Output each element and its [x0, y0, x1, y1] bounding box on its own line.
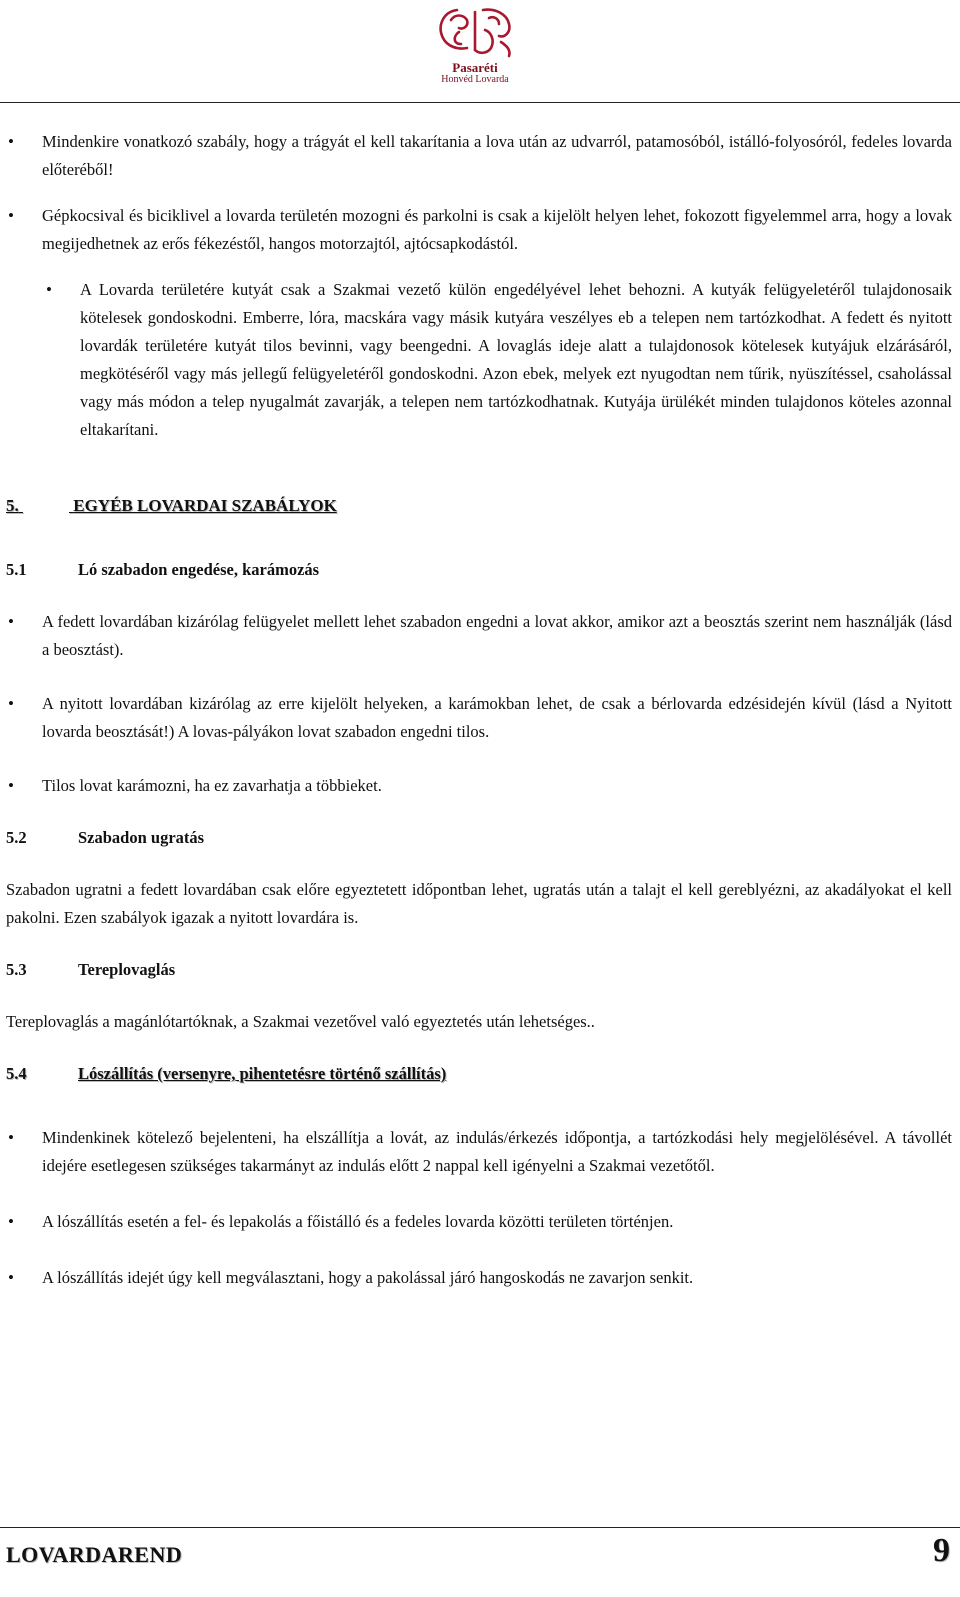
intro-bullet-list — [6, 128, 952, 258]
bullet-paddock-rule: • Tilos lovat karámozni, ha ez zavarhatja a többieket. — [6, 772, 952, 800]
section-title: Lószállítás (versenyre, pihentetésre történő szállítás) — [78, 1064, 447, 1083]
section-5-3-heading — [6, 956, 952, 984]
page-footer — [0, 1527, 960, 1569]
bullet-manure-rule: • Mindenkire vonatkozó szabály, hogy a trágyát el kell takarítania a lova után az udvarról, patamosóból, istálló-folyosóról, fedeles lovarda előteréből! — [6, 128, 952, 184]
document-body — [6, 128, 952, 1292]
section-title: Ló szabadon engedése, karámozás — [78, 560, 320, 579]
logo-subtitle: Honvéd Lovarda — [441, 74, 509, 85]
section-5-3-text: Tereplovaglás a magánlótartóknak, a Szakmai vezetővel való egyeztetés után lehetséges.. — [6, 1012, 595, 1031]
bullet-dog-rule: • A Lovarda területére kutyát csak a Szakmai vezető külön engedélyével lehet behozni. A kutyák felügyeletéről tulajdonosaik kötelesek gondoskodni. Emberre, lóra, macskára vagy másik kutyára veszélyes eb a telepen nem tartózkodhat. A fedett és nyitott lovardák területére kutyát tilos bevinni, vagy beengedni. A lovaglás ideje alatt a tulajdonosok kötelesek kutyájuk elzárásáról, megkötéséről vagy más jellegű felügyeletéről gondoskodni. Azon ebek, melyek ezt nyugodtan nem tűrik, nyüszítéssel, csaholással vagy más módon a telep nyugalmát zavarják, a telepen nem tartózkodhatnak. Kutyája ürülékét minden tulajdonos köteles azonnal eltakarítani. — [6, 276, 952, 444]
dog-bullet-list — [6, 276, 952, 444]
chapter-heading — [6, 492, 952, 520]
page-header — [0, 0, 960, 103]
chapter-number: 5. — [6, 496, 19, 515]
bullet-transport-loading: • A lószállítás esetén a fel- és lepakolás a főistálló és a fedeles lovarda közötti területen történjen. — [6, 1208, 952, 1236]
chapter-title: EGYÉB LOVARDAI SZABÁLYOK — [73, 496, 337, 515]
section-5-4-heading — [6, 1060, 952, 1088]
section-number: 5.1 — [6, 560, 27, 579]
pasareti-logo — [420, 2, 530, 98]
section-5-1-bullets — [6, 608, 952, 800]
section-number: 5.3 — [6, 960, 27, 979]
bullet-outdoor-free: • A nyitott lovardában kizárólag az erre kijelölt helyeken, a karámokban lehet, de csak a bérlovarda edzésidején kívül (lásd a Nyitott lovarda beosztását!) A lovas-pályákon lovat szabadon engedni tilos. — [6, 690, 952, 746]
bullet-transport-notify: • Mindenkinek kötelező bejelenteni, ha elszállítja a lovát, az indulás/érkezés időpontja, a tartózkodási hely megjelölésével. A távollét idejére esetlegesen szükséges takarmányt az indulás előtt 2 nappal kell igényelni a Szakmai vezetőtől. — [6, 1124, 952, 1180]
section-title: Szabadon ugratás — [78, 828, 205, 847]
section-5-4-bullets — [6, 1124, 952, 1292]
section-title: Tereplovaglás — [78, 960, 176, 979]
section-number: 5.4 — [6, 1064, 27, 1083]
logo-title: Pasaréti — [452, 60, 498, 75]
bullet-indoor-free: • A fedett lovardában kizárólag felügyelet mellett lehet szabadon engedni a lovat akkor, amikor azt a beosztás szerint nem használják (lásd a beosztást). — [6, 608, 952, 664]
footer-doc-title: LOVARDAREND — [6, 1542, 183, 1567]
section-number: 5.2 — [6, 828, 27, 847]
section-5-1-heading — [6, 556, 952, 584]
bullet-vehicle-rule: • Gépkocsival és biciklivel a lovarda területén mozogni és parkolni is csak a kijelölt helyen lehet, fokozott figyelemmel arra, hogy a lovak megijedhetnek az erős fékezéstől, hangos motorzajtól, ajtócsapkodástól. — [6, 202, 952, 258]
section-5-2-text: Szabadon ugratni a fedett lovardában csak előre egyeztetett időpontban lehet, ugratás után a talajt el kell gereblyézni, az akadályokat el kell pakolni. Ezen szabályok igazak a nyitott lovardára is. — [6, 880, 952, 927]
bullet-transport-noise: • A lószállítás idejét úgy kell megválasztani, hogy a pakolással járó hangoskodás ne zavarjon senkit. — [6, 1264, 952, 1292]
section-5-2-heading — [6, 824, 952, 852]
horse-logo-icon — [429, 2, 521, 60]
page-number: 9 — [933, 1532, 950, 1569]
